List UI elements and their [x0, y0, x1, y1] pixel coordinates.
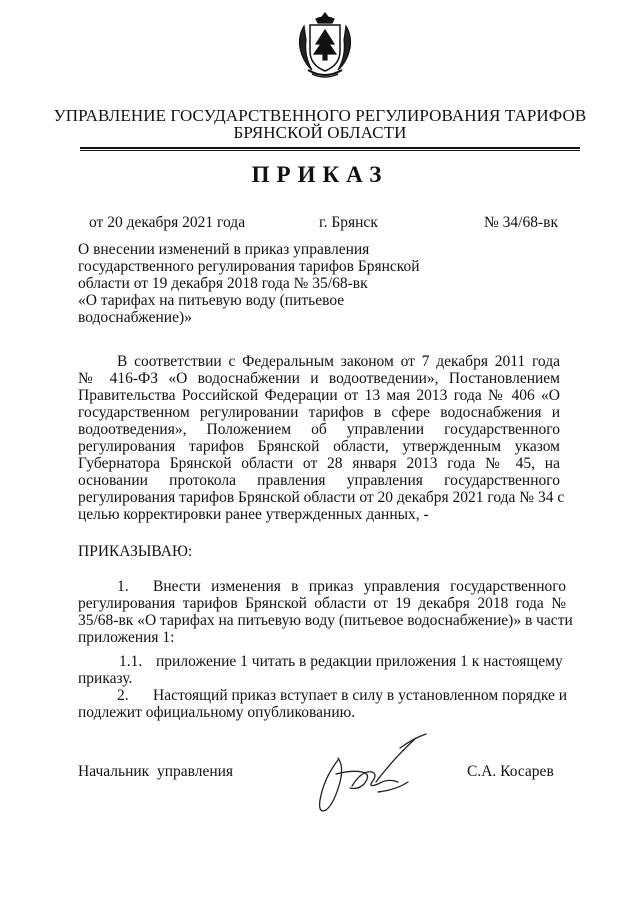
header-divider-thick [80, 147, 580, 149]
preamble-line: целью корректировки ранее утвержденных данных, - [78, 506, 429, 523]
item-line: регулирования тарифов Брянской области от 19 декабря 2018 года № [78, 595, 566, 612]
subject-line: водоснабжение)» [78, 309, 192, 326]
subject-line: государственного регулирования тарифов Брянской [78, 258, 420, 275]
item-number: 2. [117, 687, 129, 704]
signatory-position: Начальник управления [78, 763, 234, 780]
document-number: № 34/68-вк [484, 214, 558, 231]
item-line: приказу. [78, 670, 133, 687]
preamble-paragraph [78, 353, 565, 523]
item-2-first-line [78, 687, 566, 704]
document-title: ПРИКАЗ [251, 162, 389, 187]
header-divider-thin [80, 150, 580, 151]
item-text: приложение 1 читать в редакции приложения 1 к настоящему [156, 653, 563, 670]
organization-name-line2: БРЯНСКОЙ ОБЛАСТИ [233, 123, 407, 142]
preamble-line: Губернатора Брянской области от 28 января 2013 года № 45, на [78, 455, 560, 472]
preamble-line: регулирования тарифов Брянской области, утвержденным указом [78, 438, 560, 455]
preamble-line: № 416-ФЗ «О водоснабжении и водоотведении», Постановлением [78, 370, 560, 387]
handwritten-signature [308, 730, 438, 820]
item-1-1-first-line [78, 653, 566, 670]
subject-line: «О тарифах на питьевую воду (питьевое [78, 292, 345, 309]
order-word: ПРИКАЗЫВАЮ: [78, 543, 193, 560]
item-text: Настоящий приказ вступает в силу в установленном порядке и [153, 687, 568, 704]
item-number: 1.1. [119, 653, 143, 670]
order-items [78, 578, 573, 721]
organization-name-line1: УПРАВЛЕНИЕ ГОСУДАРСТВЕННОГО РЕГУЛИРОВАНИЯ ТАРИФОВ [53, 106, 587, 125]
document-date: от 20 декабря 2021 года [89, 214, 246, 231]
item-line: подлежит официальному опубликованию. [78, 704, 356, 721]
item-number: 1. [117, 578, 129, 595]
preamble-line: водоотведения», Положением об управлении государственного [78, 421, 560, 438]
signatory-name: С.А. Косарев [467, 763, 554, 780]
preamble-line: Правительства Российской Федерации от 13 мая 2013 года № 406 «О [78, 387, 560, 404]
item-1-first-line [78, 578, 566, 595]
subject-line: области от 19 декабря 2018 года № 35/68-вк [78, 275, 368, 292]
coat-of-arms-emblem [294, 10, 356, 84]
subject-line: О внесении изменений в приказ управления [78, 241, 370, 258]
item-line: приложения 1: [78, 629, 175, 646]
item-text: Внести изменения в приказ управления государственного [153, 578, 566, 595]
document-city: г. Брянск [319, 214, 378, 231]
preamble-line: В соответствии с Федеральным законом от 7 декабря 2011 года [117, 353, 560, 370]
preamble-line: регулирования тарифов Брянской области от 20 декабря 2021 года № 34 с [78, 489, 565, 506]
item-line: 35/68-вк «О тарифах на питьевую воду (питьевое водоснабжение)» в части [78, 612, 573, 629]
preamble-line: государственном регулировании тарифов в сфере водоснабжения и [78, 404, 560, 421]
preamble-line: основании протокола правления управления государственного [78, 472, 560, 489]
